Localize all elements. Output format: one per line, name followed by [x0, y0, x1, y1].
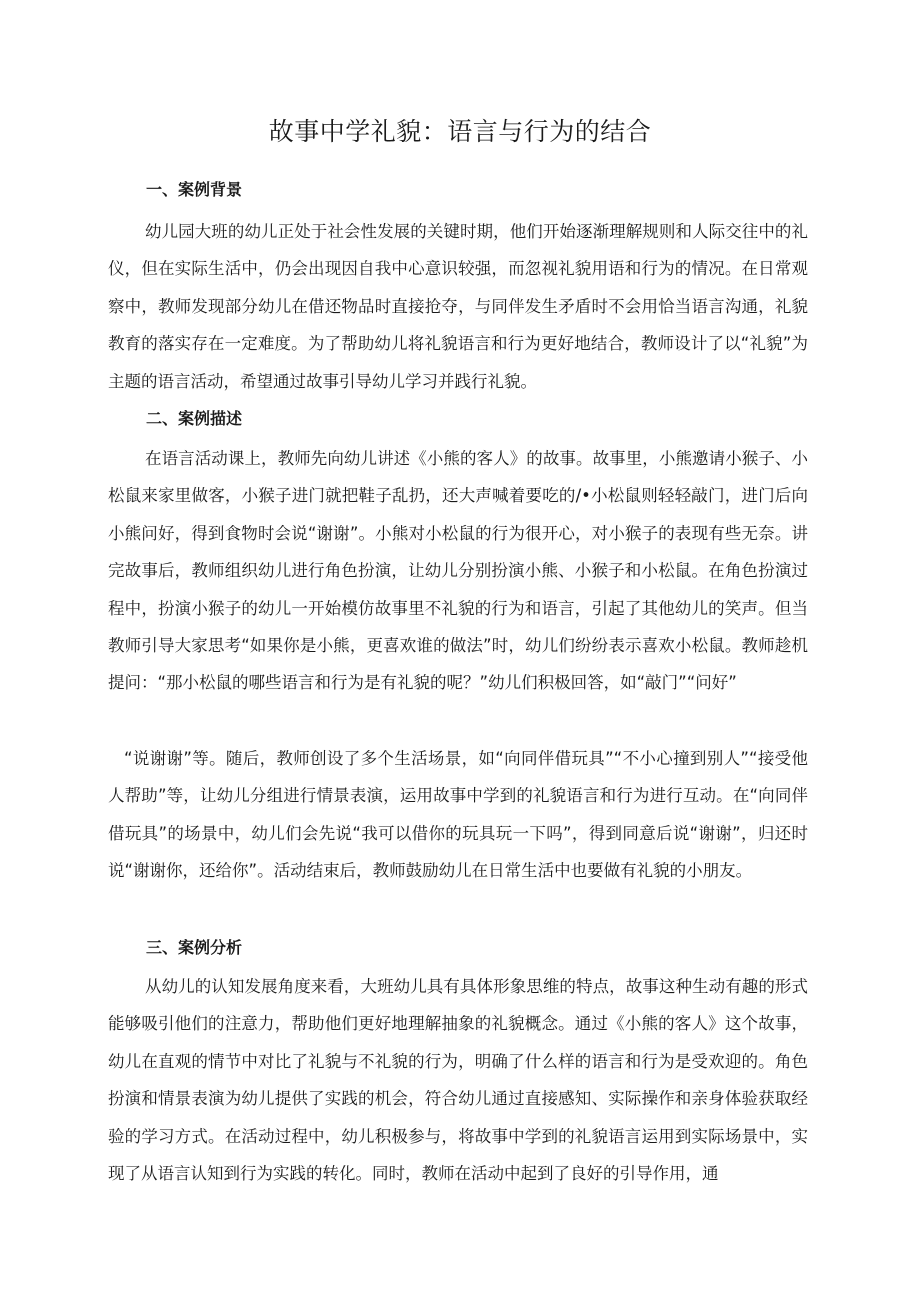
document-title: 故事中学礼貌：语言与行为的结合 [268, 117, 652, 146]
section-heading-description: 二、案例描述 [146, 409, 243, 428]
paragraph-description-1: 在语言活动课上，教师先向幼儿讲述《小熊的客人》的故事。故事里，小熊邀请小猴子、小松鼠来家里做客，小猴子进门就把鞋子乱扔，还大声喊着要吃的/•小松鼠则轻轻敲门，进门后向小熊问好，得到食物时会说“谢谢”。小熊对小松鼠的行为很开心，对小猴子的表现有些无奈。讲完故事后，教师组织幼儿进行角色扮演，让幼儿分别扮演小熊、小猴子和小松鼠。在角色扮演过程中，扮演小猴子的幼儿一开始模仿故事里不礼貌的行为和语言，引起了其他幼儿的笑声。但当教师引导大家思考“如果你是小熊，更喜欢谁的做法”时，幼儿们纷纷表示喜欢小松鼠。教师趁机提问：“那小松鼠的哪些语言和行为是有礼貌的呢？”幼儿们积极回答，如“敲门”“问好” [108, 449, 808, 693]
section-heading-background: 一、案例背景 [146, 180, 243, 199]
paragraph-description-2: “说谢谢”等。随后，教师创设了多个生活场景，如“向同伴借玩具”“不小心撞到别人”“接受他人帮助”等，让幼儿分组进行情景表演，运用故事中学到的礼貌语言和行为进行互动。在“向同伴借玩具”的场景中，幼儿们会先说“我可以借你的玩具玩一下吗”，得到同意后说“谢谢”，归还时说“谢谢你，还给你”。活动结束后，教师鼓励幼儿在日常生活中也要做有礼貌的小朋友。 [108, 749, 808, 881]
paragraph-analysis: 从幼儿的认知发展角度来看，大班幼儿具有具体形象思维的特点，故事这种生动有趣的形式能够吸引他们的注意力，帮助他们更好地理解抽象的礼貌概念。通过《小熊的客人》这个故事，幼儿在直观的情节中对比了礼貌与不礼貌的行为，明确了什么样的语言和行为是受欢迎的。角色扮演和情景表演为幼儿提供了实践的机会，符合幼儿通过直接感知、实际操作和亲身体验获取经验的学习方式。在活动过程中，幼儿积极参与，将故事中学到的礼貌语言运用到实际场景中，实现了从语言认知到行为实践的转化。同时，教师在活动中起到了良好的引导作用，通 [108, 977, 808, 1184]
section-heading-analysis: 三、案例分析 [146, 938, 243, 957]
paragraph-background: 幼儿园大班的幼儿正处于社会性发展的关键时期，他们开始逐渐理解规则和人际交往中的礼仪，但在实际生活中，仍会出现因自我中心意识较强，而忽视礼貌用语和行为的情况。在日常观察中，教师发现部分幼儿在借还物品时直接抢夺，与同伴发生矛盾时不会用恰当语言沟通，礼貌教育的落实存在一定难度。为了帮助幼儿将礼貌语言和行为更好地结合，教师设计了以“礼貌”为主题的语言活动，希望通过故事引导幼儿学习并践行礼貌。 [108, 222, 808, 391]
